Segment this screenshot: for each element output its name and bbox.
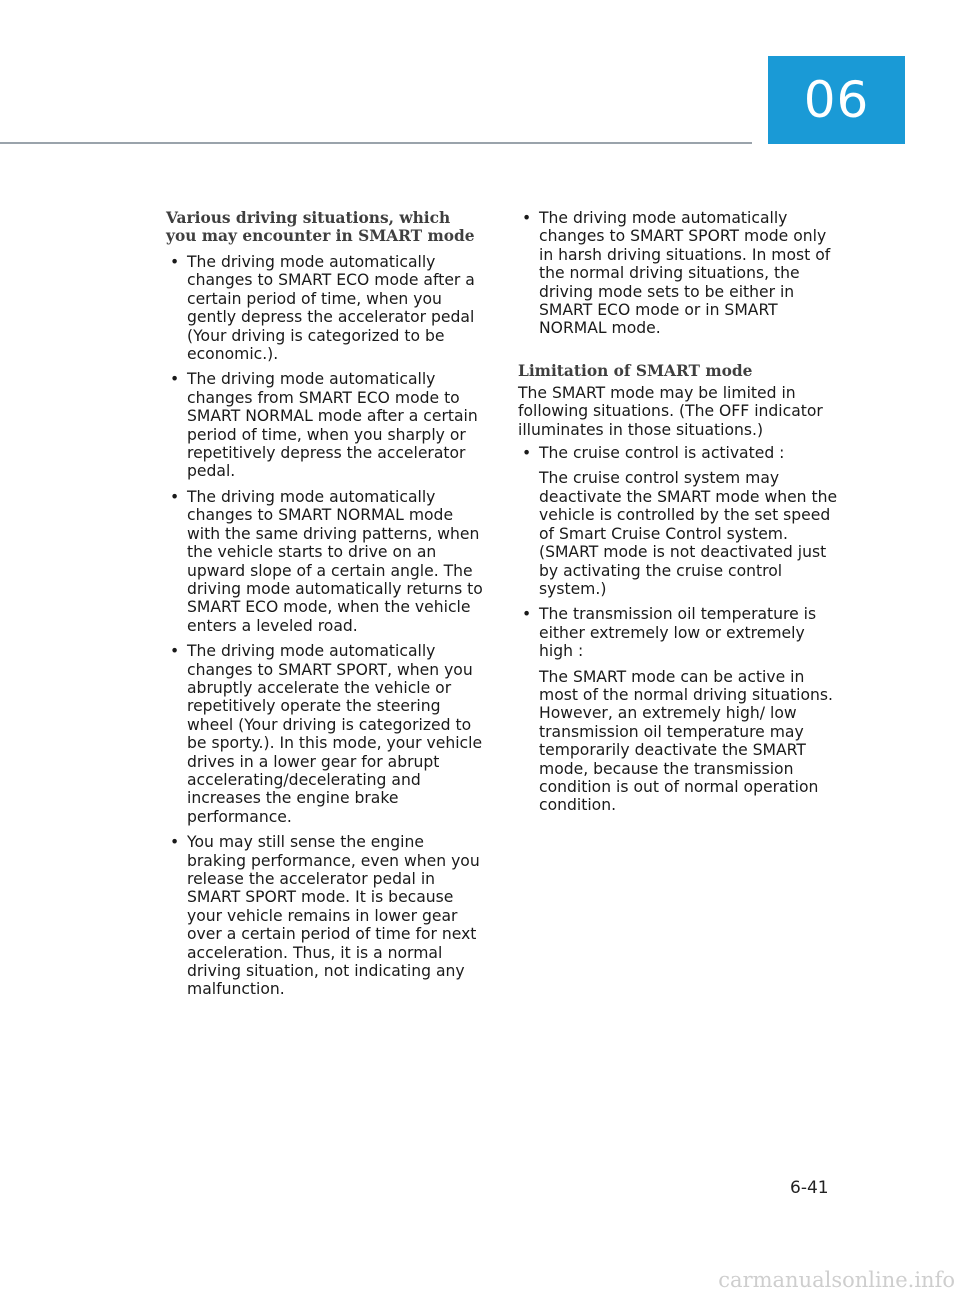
limitation-list — [518, 444, 843, 815]
list-item-text: The driving mode automatically changes from SMART ECO mode to SMART NORMAL mode after a certain period of time, when you sharply or repetitively depress the accelerator pedal. — [187, 370, 478, 481]
chapter-tab — [768, 56, 905, 144]
section-heading-limitation: Limitation of SMART mode — [518, 361, 753, 380]
header-rule — [0, 142, 752, 144]
list-item-text: The driving mode automatically changes to SMART SPORT mode only in harsh driving situations. In most of the normal driving situations, the driving mode sets to be either in SMART ECO mode or in SMART NORMAL mode. — [539, 209, 831, 338]
list-item — [518, 209, 843, 338]
list-item-title: The transmission oil temperature is either extremely low or extremely high : — [539, 605, 817, 661]
section-heading-driving-situations: Various driving situations, which you may encounter in SMART mode — [166, 209, 475, 245]
list-item — [518, 605, 843, 814]
bullet-icon: • — [522, 444, 532, 463]
bullet-icon: • — [170, 642, 180, 661]
list-item-text: The driving mode automatically changes to SMART SPORT, when you abruptly accelerate the vehicle or repetitively operate the steering wheel (Your driving is categorized to be sporty.). In this mode, your vehicle drives in a lower gear for abrupt accelerating/decelerating and increases the engine brake performance. — [187, 642, 483, 826]
list-item — [166, 370, 484, 480]
bullet-icon: • — [170, 253, 180, 271]
list-item-text: You may still sense the engine braking performance, even when you release the accelerator pedal in SMART SPORT mode. It is because your vehicle remains in lower gear over a certain period of time for next acceleration. Thus, it is a normal driving situation, not indicating any malfunction. — [187, 833, 480, 999]
list-item-body: The cruise control system may deactivate the SMART mode when the vehicle is controlled by the set speed of Smart Cruise Control system. (SMART mode is not deactivated just by activating the cruise control system.) — [539, 469, 838, 598]
right-column — [518, 209, 843, 822]
bullet-icon: • — [170, 370, 180, 389]
page-number: 6-41 — [790, 1178, 829, 1198]
left-column — [166, 209, 484, 1006]
limitation-intro: The SMART mode may be limited in following situations. (The OFF indicator illuminates in those situations.) — [518, 383, 823, 439]
list-item-text: The driving mode automatically changes to SMART NORMAL mode with the same driving patterns, when the vehicle starts to drive on an upward slope of a certain angle. The driving mode automatically returns to SMART ECO mode, when the vehicle enters a leveled road. — [187, 487, 483, 635]
bullet-icon: • — [170, 487, 180, 506]
list-item — [166, 253, 484, 363]
bullet-icon: • — [522, 605, 532, 624]
bullet-icon: • — [522, 209, 532, 227]
list-item — [166, 488, 484, 635]
list-item-body: The SMART mode can be active in most of the normal driving situations. However, an extremely high/ low transmission oil temperature may temporarily deactivate the SMART mode, because the transmission condition is out of normal operation condition. — [539, 667, 833, 815]
list-item — [518, 444, 843, 598]
driving-situations-list — [166, 253, 484, 999]
watermark: carmanualsonline.info — [718, 1268, 955, 1292]
list-item — [166, 642, 484, 826]
chapter-number: 06 — [803, 71, 870, 129]
bullet-icon: • — [170, 833, 180, 852]
smart-sport-list — [518, 209, 843, 338]
list-item-title: The cruise control is activated : — [539, 444, 785, 463]
list-item — [166, 833, 484, 999]
list-item-text: The driving mode automatically changes to SMART ECO mode after a certain period of time, when you gently depress the accelerator pedal (Your driving is categorized to be economic.). — [187, 253, 475, 364]
